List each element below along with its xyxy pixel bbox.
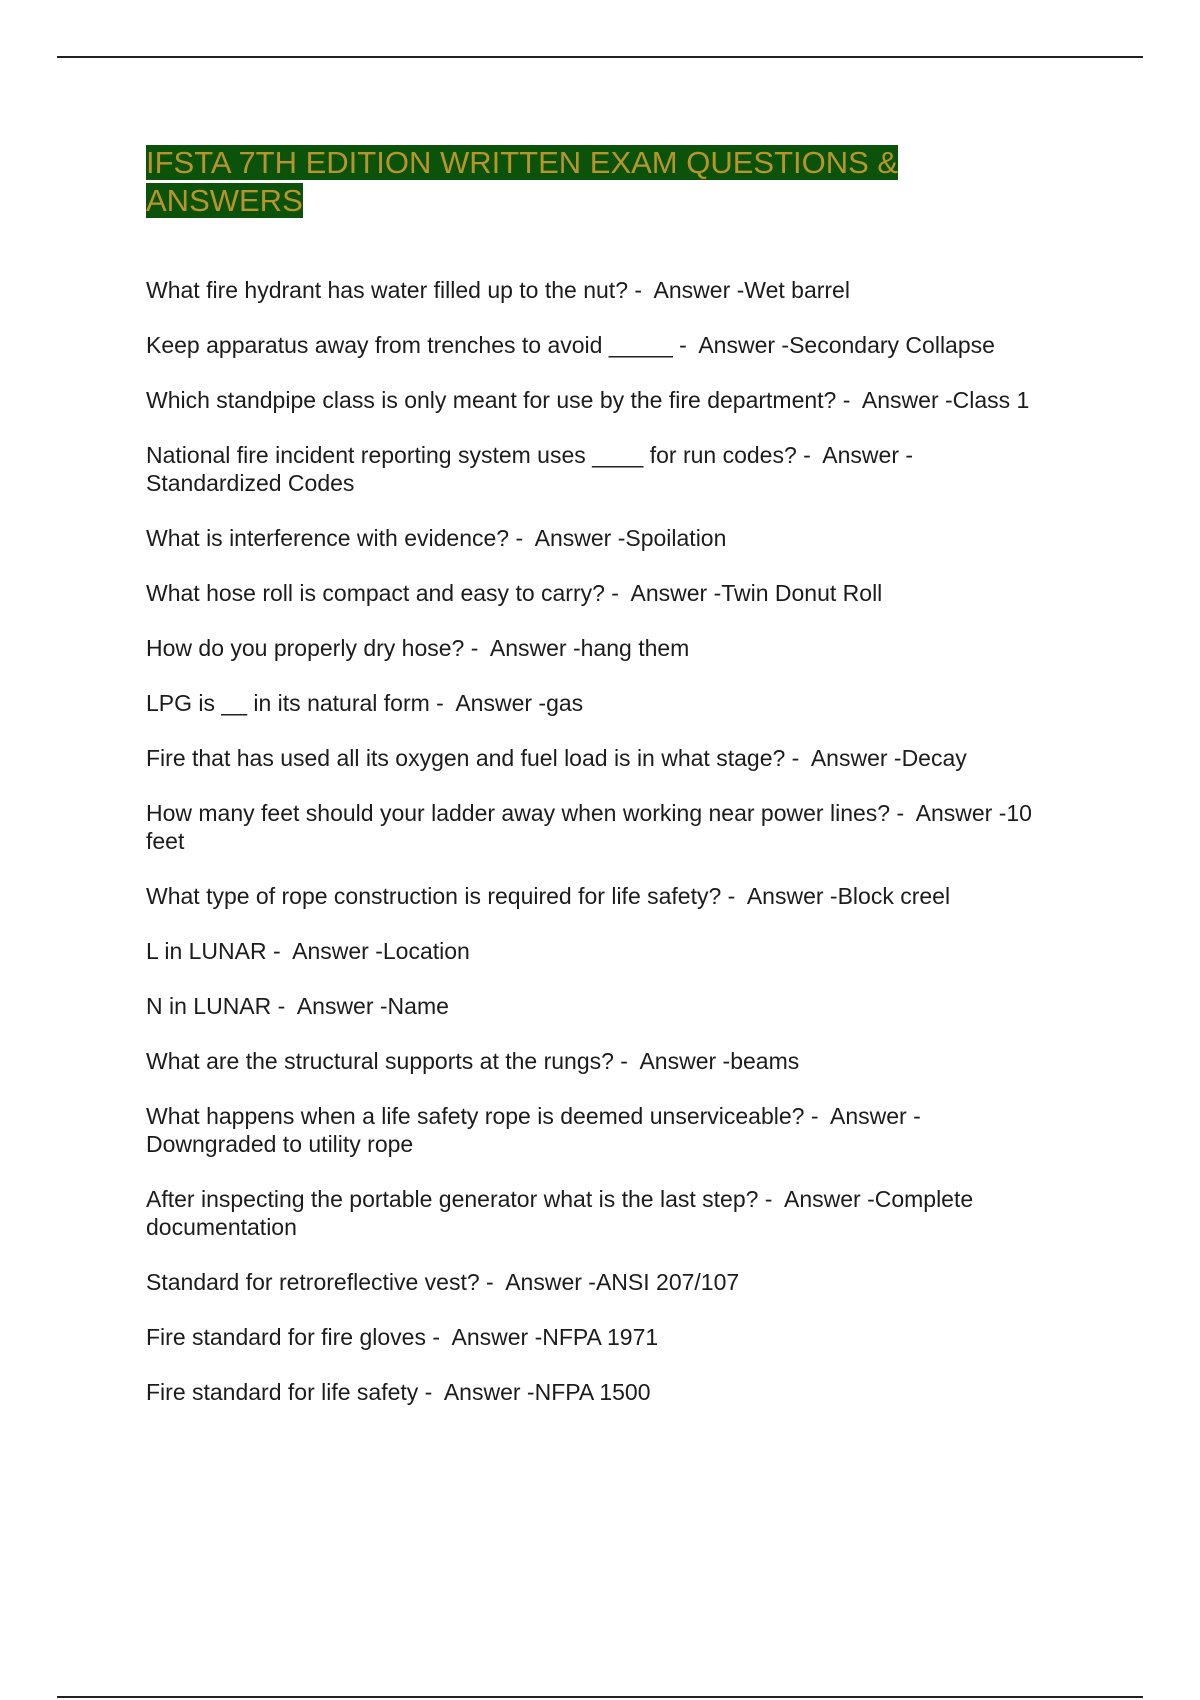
qa-item: How do you properly dry hose? - Answer -hang them xyxy=(146,635,690,661)
document-title xyxy=(146,144,946,220)
qa-item: N in LUNAR - Answer -Name xyxy=(146,993,449,1019)
bottom-rule xyxy=(57,1696,1143,1698)
qa-item: What type of rope construction is required for life safety? - Answer -Block creel xyxy=(146,883,951,909)
qa-item: What hose roll is compact and easy to carry? - Answer -Twin Donut Roll xyxy=(146,580,883,606)
qa-item: What fire hydrant has water filled up to the nut? - Answer -Wet barrel xyxy=(146,277,850,303)
qa-item: Keep apparatus away from trenches to avoid _____ - Answer -Secondary Collapse xyxy=(146,332,995,358)
qa-item: How many feet should your ladder away when working near power lines? - Answer -10 feet xyxy=(146,800,1032,854)
top-rule xyxy=(57,56,1143,58)
document-body xyxy=(146,144,1106,1433)
qa-item: Standard for retroreflective vest? - Answer -ANSI 207/107 xyxy=(146,1269,740,1295)
document-title-text: IFSTA 7TH EDITION WRITTEN EXAM QUESTIONS & ANSWERS xyxy=(146,145,899,218)
qa-item: Which standpipe class is only meant for use by the fire department? - Answer -Class 1 xyxy=(146,387,1030,413)
qa-item: What are the structural supports at the rungs? - Answer -beams xyxy=(146,1048,800,1074)
qa-list xyxy=(146,276,1106,1406)
qa-item: After inspecting the portable generator what is the last step? - Answer -Complete documentation xyxy=(146,1186,974,1240)
qa-item: LPG is __ in its natural form - Answer -gas xyxy=(146,690,584,716)
qa-item: What is interference with evidence? - Answer -Spoilation xyxy=(146,525,727,551)
qa-item: Fire that has used all its oxygen and fuel load is in what stage? - Answer -Decay xyxy=(146,745,967,771)
qa-item: What happens when a life safety rope is deemed unserviceable? - Answer - Downgraded to utility rope xyxy=(146,1103,921,1157)
qa-item: National fire incident reporting system uses ____ for run codes? - Answer - Standardized Codes xyxy=(146,442,914,496)
qa-item: Fire standard for life safety - Answer -NFPA 1500 xyxy=(146,1379,651,1405)
qa-item: L in LUNAR - Answer -Location xyxy=(146,938,470,964)
qa-item: Fire standard for fire gloves - Answer -NFPA 1971 xyxy=(146,1324,659,1350)
